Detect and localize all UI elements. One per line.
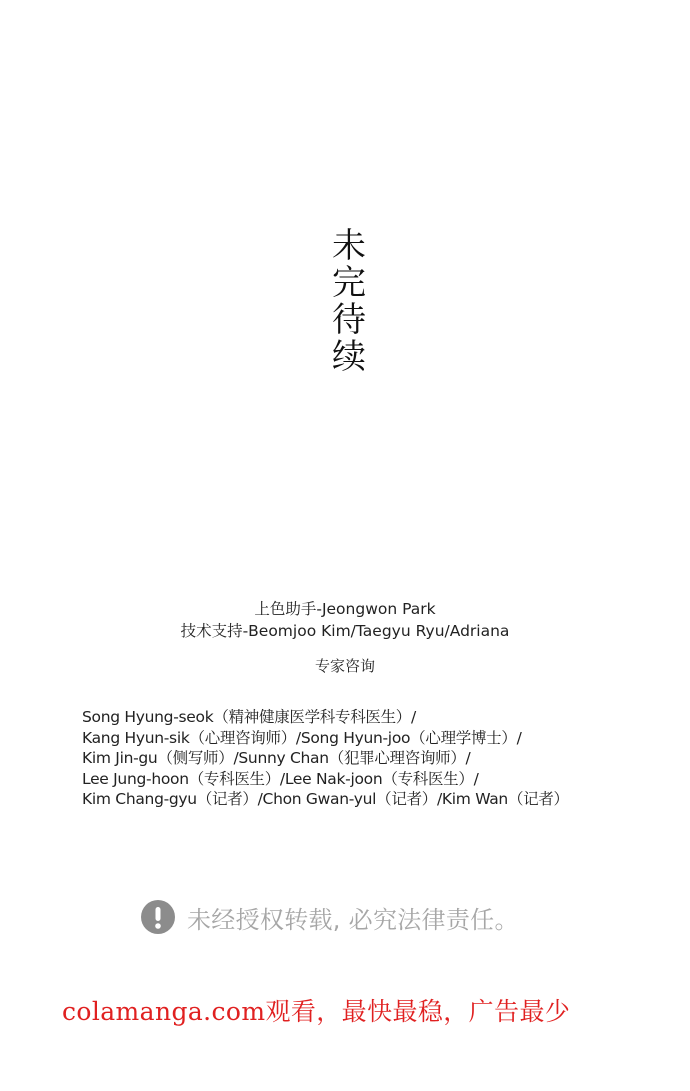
consultant-line: Kang Hyun-sik（心理咨询师）/Song Hyun-joo（心理学博士）/ [82, 728, 522, 747]
title-char: 未 [332, 226, 366, 266]
promo-watermark: colamanga.com观看，最快最稳，广告最少 [62, 997, 571, 1026]
warning-text: 未经授权转载, 必究法律责任。 [187, 905, 519, 934]
consultant-line: Song Hyung-seok（精神健康医学科专科医生）/ [82, 708, 416, 726]
consultant-line: Lee Jung-hoon（专科医生）/Lee Nak-joon（专科医生）/ [82, 769, 479, 788]
title-char: 续 [332, 337, 366, 377]
consultant-line: Kim Chang-gyu（记者）/Chon Gwan-yul（记者）/Kim Wan（记者） [82, 790, 569, 808]
title-char: 完 [332, 263, 366, 303]
consultation-list [82, 707, 569, 810]
title-char: 待 [332, 300, 366, 340]
to-be-continued-title [329, 228, 369, 376]
tech-support-credit: 技术支持-Beomjoo Kim/Taegyu Ryu/Adriana [180, 622, 510, 640]
consultant-line: Kim Jin-gu（侧写师）/Sunny Chan（犯罪心理咨询师）/ [82, 749, 471, 767]
consultation-heading: 专家咨询 [314, 657, 375, 675]
copyright-warning [141, 899, 519, 935]
staff-credits [0, 598, 690, 642]
colorist-credit: 上色助手-Jeongwon Park [254, 600, 436, 618]
exclamation-icon [141, 900, 175, 934]
